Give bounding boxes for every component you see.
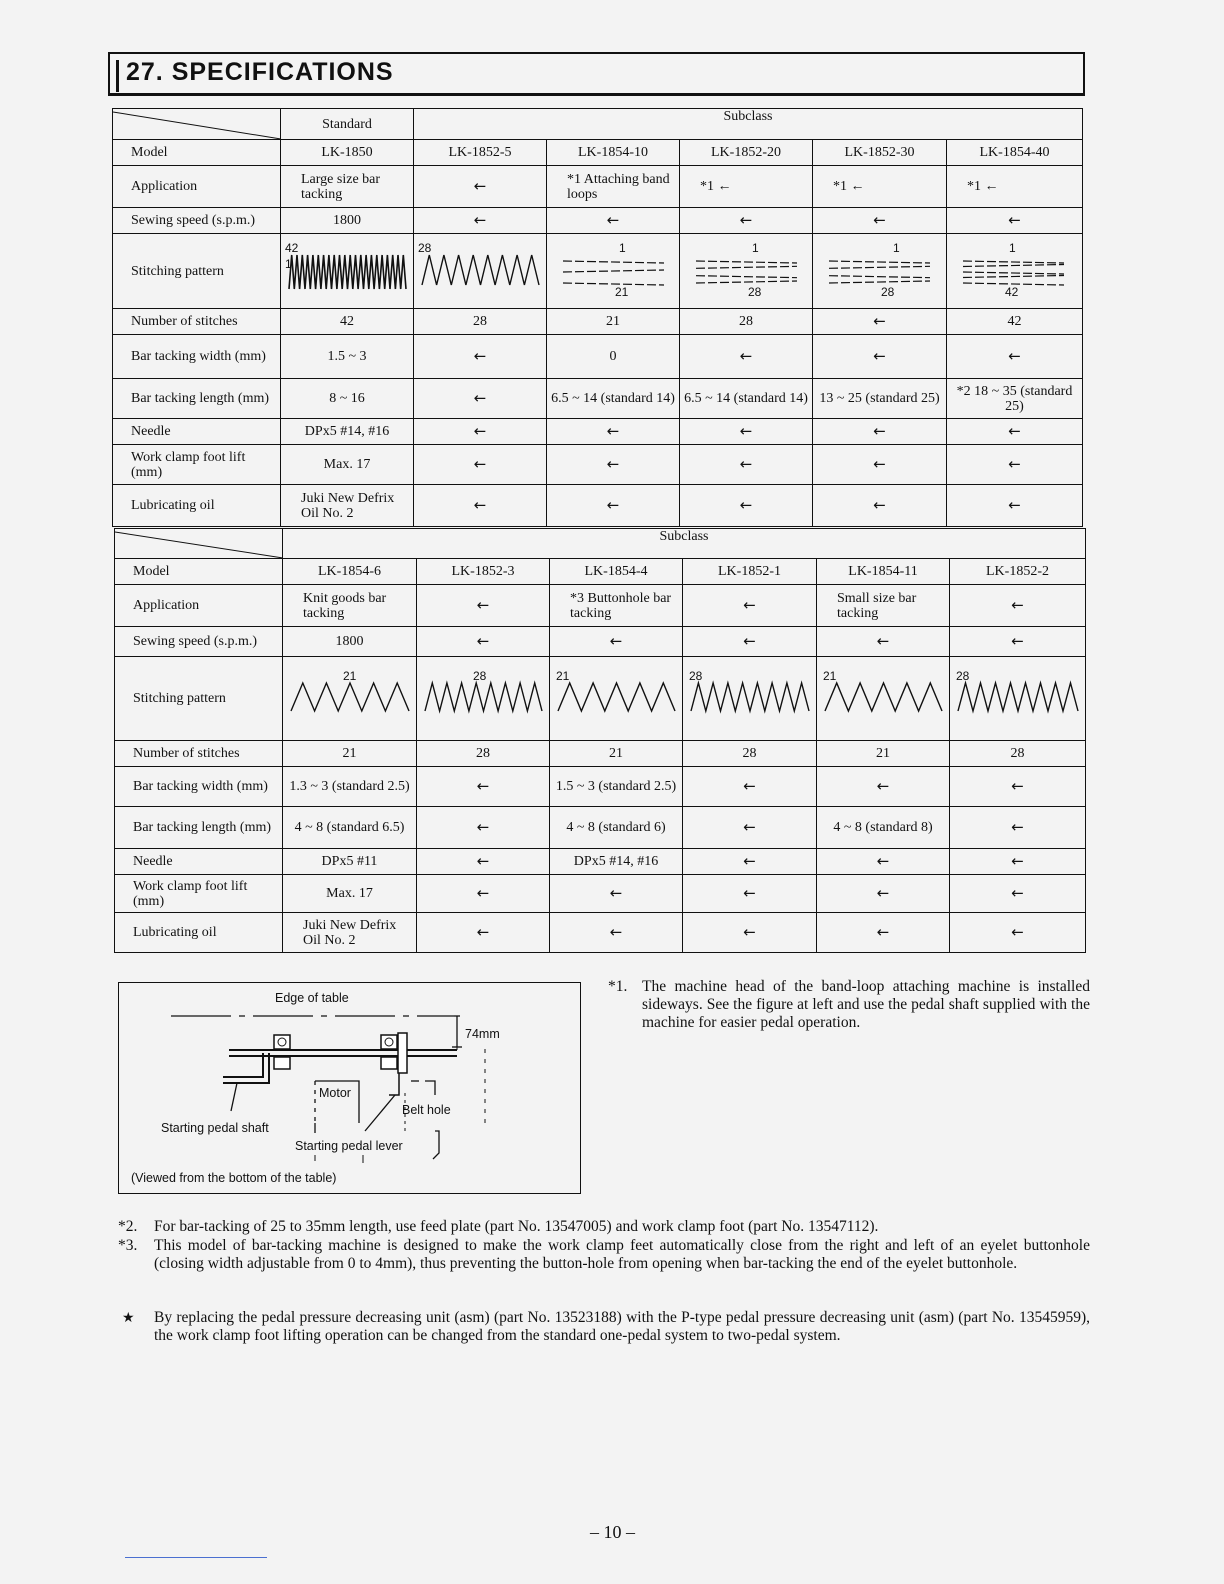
zigzag-pattern-icon <box>685 669 815 729</box>
motor-label: Motor <box>319 1086 351 1100</box>
ditto-arrow: ← <box>417 807 550 849</box>
length-cell: *2 18 ~ 35 (standard 25) <box>947 379 1083 419</box>
ditto-arrow: ← <box>817 913 950 953</box>
row-label: Sewing speed (s.p.m.) <box>115 627 283 657</box>
speed-cell: 1800 <box>283 627 417 657</box>
subclass-header: Subclass <box>283 529 1086 559</box>
standard-header: Standard <box>281 109 414 140</box>
ditto-arrow: ← <box>547 485 680 527</box>
ditto-arrow: ← <box>417 913 550 953</box>
star-icon: ★ <box>122 1310 135 1326</box>
ditto-arrow: ← <box>683 875 817 913</box>
length-cell: 6.5 ~ 14 (standard 14) <box>680 379 813 419</box>
note-1 <box>608 978 1090 1032</box>
row-label: Bar tacking width (mm) <box>113 335 281 379</box>
stitches-cell: 28 <box>950 741 1086 767</box>
stitches-row <box>113 309 1083 335</box>
ditto-arrow: ← <box>683 807 817 849</box>
ditto-arrow: ← <box>414 445 547 485</box>
section-title: 27. SPECIFICATIONS <box>126 58 394 86</box>
application-cell: Knit goods bar tacking <box>283 585 417 627</box>
row-label: Number of stitches <box>115 741 283 767</box>
length-cell: 13 ~ 25 (standard 25) <box>813 379 947 419</box>
needle-cell: DPx5 #14, #16 <box>550 849 683 875</box>
belt-hole-label: Belt hole <box>402 1103 451 1117</box>
note-text: The machine head of the band-loop attaching machine is installed sideways. See the figure at left and use the pedal shaft supplied with the machine for easier pedal operation. <box>642 978 1090 1031</box>
row-label: Needle <box>115 849 283 875</box>
ditto-arrow: ← <box>950 849 1086 875</box>
application-cell: Large size bar tacking <box>281 166 414 208</box>
ditto-arrow: ← <box>813 419 947 445</box>
width-cell: 1.5 ~ 3 (standard 2.5) <box>550 767 683 807</box>
model-cell: LK-1852-30 <box>813 140 947 166</box>
row-label: Application <box>115 585 283 627</box>
ditto-arrow: ← <box>547 419 680 445</box>
pattern-count: 21 <box>823 668 837 683</box>
width-cell: 0 <box>547 335 680 379</box>
ditto-arrow: ← <box>817 875 950 913</box>
stitches-cell: 42 <box>281 309 414 335</box>
header-diagonal-cell <box>115 529 283 559</box>
ditto-arrow: ← <box>950 875 1086 913</box>
row-label: Number of stitches <box>113 309 281 335</box>
ditto-arrow: ← <box>813 309 947 335</box>
stitches-cell: 42 <box>947 309 1083 335</box>
row-label: Bar tacking length (mm) <box>115 807 283 849</box>
pattern-cell <box>281 234 414 309</box>
model-row <box>115 559 1086 585</box>
ditto-arrow: ← <box>680 445 813 485</box>
model-cell: LK-1850 <box>281 140 414 166</box>
ditto-arrow: ← <box>417 767 550 807</box>
pattern-cell <box>414 234 547 309</box>
row-label: Work clamp foot lift (mm) <box>115 875 283 913</box>
needle-row <box>113 419 1083 445</box>
pattern-cell <box>547 234 680 309</box>
zigzag-pattern-icon <box>819 669 948 729</box>
row-label: Sewing speed (s.p.m.) <box>113 208 281 234</box>
row-label: Model <box>113 140 281 166</box>
pattern-count: 28 <box>748 285 762 299</box>
pattern-count: 42 <box>1005 285 1019 299</box>
application-cell: Small size bar tacking <box>817 585 950 627</box>
ditto-arrow: ← <box>817 849 950 875</box>
model-cell: LK-1854-10 <box>547 140 680 166</box>
figure-caption: (Viewed from the bottom of the table) <box>131 1171 337 1185</box>
application-cell: *1 Attaching band loops <box>547 166 680 208</box>
pattern-cell <box>283 657 417 741</box>
application-cell: *1 ← <box>947 166 1083 208</box>
pedal-shaft-figure <box>118 982 581 1194</box>
ditto-arrow: ← <box>417 627 550 657</box>
note-text: This model of bar-tacking machine is designed to make the work clamp feet automatically close from the right and left of an eyelet buttonhole (closing width adjustable from 0 to 4mm), thus preventing the button-hole from opening when bar-tacking the end of the eyelet buttonhole. <box>154 1237 1090 1272</box>
ditto-arrow: ← <box>417 875 550 913</box>
pattern-count: 28 <box>881 285 895 299</box>
ditto-arrow: ← <box>550 875 683 913</box>
spec-table-2 <box>114 528 1086 953</box>
stitches-cell: 21 <box>817 741 950 767</box>
ditto-arrow: ← <box>414 335 547 379</box>
lift-row <box>115 875 1086 913</box>
row-label: Stitching pattern <box>115 657 283 741</box>
note-marker: *2. <box>118 1218 138 1235</box>
ditto-arrow: ← <box>813 485 947 527</box>
application-cell: *1 ← <box>680 166 813 208</box>
ditto-arrow: ← <box>947 419 1083 445</box>
ditto-arrow: ← <box>414 485 547 527</box>
ditto-arrow: ← <box>550 913 683 953</box>
pattern-count: 21 <box>556 668 570 683</box>
ditto-arrow: ← <box>950 767 1086 807</box>
stitches-cell: 21 <box>550 741 683 767</box>
model-cell: LK-1854-40 <box>947 140 1083 166</box>
ditto-arrow: ← <box>683 849 817 875</box>
pattern-cell <box>813 234 947 309</box>
pattern-cell <box>950 657 1086 741</box>
width-cell: 1.5 ~ 3 <box>281 335 414 379</box>
note-text: By replacing the pedal pressure decreasing unit (asm) (part No. 13523188) with the P-type pedal pressure decreasing unit (asm) (part No. 13545959), the work clamp foot lifting operation can be changed from the standard one-pedal system to two-pedal system. <box>154 1309 1090 1344</box>
note-star <box>118 1309 1090 1345</box>
oil-cell: Juki New Defrix Oil No. 2 <box>281 485 414 527</box>
edge-of-table-label: Edge of table <box>275 991 349 1005</box>
length-cell: 4 ~ 8 (standard 8) <box>817 807 950 849</box>
section-title-box <box>108 52 1085 96</box>
ditto-arrow: ← <box>414 419 547 445</box>
speed-row <box>115 627 1086 657</box>
pattern-count: 21 <box>615 285 629 299</box>
length-row <box>115 807 1086 849</box>
pattern-row <box>113 234 1083 309</box>
ditto-arrow: ← <box>414 166 547 208</box>
stitches-cell: 21 <box>283 741 417 767</box>
note-text: For bar-tacking of 25 to 35mm length, use feed plate (part No. 13547005) and work clamp foot (part No. 13547112). <box>154 1218 879 1235</box>
ditto-arrow: ← <box>680 485 813 527</box>
pedal-lever-label: Starting pedal lever <box>295 1139 403 1153</box>
pattern-cell <box>683 657 817 741</box>
length-cell: 8 ~ 16 <box>281 379 414 419</box>
ditto-arrow: ← <box>947 335 1083 379</box>
pattern-cell <box>680 234 813 309</box>
speed-cell: 1800 <box>281 208 414 234</box>
ditto-arrow: ← <box>550 627 683 657</box>
zigzag-pattern-icon <box>283 241 412 301</box>
pedal-shaft-label: Starting pedal shaft <box>161 1121 269 1135</box>
width-row <box>113 335 1083 379</box>
model-cell: LK-1854-4 <box>550 559 683 585</box>
row-label: Lubricating oil <box>113 485 281 527</box>
ditto-arrow: ← <box>417 849 550 875</box>
ditto-arrow: ← <box>680 208 813 234</box>
needle-row <box>115 849 1086 875</box>
ditto-arrow: ← <box>683 913 817 953</box>
pattern-count: 28 <box>689 668 703 683</box>
stitches-cell: 28 <box>683 741 817 767</box>
application-cell: *3 Buttonhole bar tacking <box>550 585 683 627</box>
dimension-label: 74mm <box>465 1027 500 1041</box>
model-cell: LK-1854-11 <box>817 559 950 585</box>
ditto-arrow: ← <box>950 627 1086 657</box>
ditto-arrow: ← <box>947 208 1083 234</box>
pattern-start: 1 <box>619 241 626 255</box>
needle-cell: DPx5 #14, #16 <box>281 419 414 445</box>
straight-pattern-icon <box>682 241 811 301</box>
row-label: Work clamp foot lift (mm) <box>113 445 281 485</box>
ditto-arrow: ← <box>817 767 950 807</box>
lift-cell: Max. 17 <box>281 445 414 485</box>
length-row <box>113 379 1083 419</box>
model-row <box>113 140 1083 166</box>
note-marker: *3. <box>118 1237 138 1254</box>
ditto-arrow: ← <box>547 208 680 234</box>
footer-line <box>125 1557 267 1558</box>
ditto-arrow: ← <box>683 767 817 807</box>
stitches-cell: 28 <box>414 309 547 335</box>
zigzag-pattern-icon <box>416 241 545 301</box>
zigzag-pattern-icon <box>952 669 1084 729</box>
ditto-arrow: ← <box>683 627 817 657</box>
lift-row <box>113 445 1083 485</box>
ditto-arrow: ← <box>680 419 813 445</box>
length-cell: 6.5 ~ 14 (standard 14) <box>547 379 680 419</box>
ditto-arrow: ← <box>950 807 1086 849</box>
row-label: Stitching pattern <box>113 234 281 309</box>
length-cell: 4 ~ 8 (standard 6) <box>550 807 683 849</box>
oil-row <box>115 913 1086 953</box>
application-row <box>115 585 1086 627</box>
note-marker: *1. <box>608 978 628 995</box>
row-label: Bar tacking length (mm) <box>113 379 281 419</box>
ditto-arrow: ← <box>947 485 1083 527</box>
pattern-count: 28 <box>956 668 970 683</box>
pattern-start: 1 <box>1009 241 1016 255</box>
pattern-row <box>115 657 1086 741</box>
stitches-cell: 28 <box>680 309 813 335</box>
ditto-arrow: ← <box>950 913 1086 953</box>
stitches-row <box>115 741 1086 767</box>
subclass-header: Subclass <box>414 109 1083 140</box>
page-number: – 10 – <box>590 1522 635 1542</box>
header-diagonal-cell <box>113 109 281 140</box>
stitches-cell: 21 <box>547 309 680 335</box>
pattern-cell <box>947 234 1083 309</box>
model-cell: LK-1852-1 <box>683 559 817 585</box>
application-cell: *1 ← <box>813 166 947 208</box>
ditto-arrow: ← <box>414 379 547 419</box>
model-cell: LK-1852-3 <box>417 559 550 585</box>
pattern-start: 1 <box>893 241 900 255</box>
note-2 <box>118 1218 1090 1236</box>
row-label: Application <box>113 166 281 208</box>
ditto-arrow: ← <box>947 445 1083 485</box>
zigzag-pattern-icon <box>552 669 681 729</box>
width-row <box>115 767 1086 807</box>
ditto-arrow: ← <box>813 335 947 379</box>
lift-cell: Max. 17 <box>283 875 417 913</box>
ditto-arrow: ← <box>414 208 547 234</box>
row-label: Model <box>115 559 283 585</box>
width-cell: 1.3 ~ 3 (standard 2.5) <box>283 767 417 807</box>
straight-pattern-icon <box>815 241 944 301</box>
ditto-arrow: ← <box>950 585 1086 627</box>
ditto-arrow: ← <box>417 585 550 627</box>
pattern-cell <box>550 657 683 741</box>
note-3 <box>118 1237 1090 1273</box>
speed-row <box>113 208 1083 234</box>
ditto-arrow: ← <box>680 335 813 379</box>
pattern-count: 28 <box>418 241 432 255</box>
ditto-arrow: ← <box>547 445 680 485</box>
oil-row <box>113 485 1083 527</box>
pattern-cell <box>817 657 950 741</box>
needle-cell: DPx5 #11 <box>283 849 417 875</box>
pattern-cell <box>417 657 550 741</box>
length-cell: 4 ~ 8 (standard 6.5) <box>283 807 417 849</box>
pattern-start: 1 <box>285 257 292 271</box>
row-label: Lubricating oil <box>115 913 283 953</box>
ditto-arrow: ← <box>813 445 947 485</box>
row-label: Needle <box>113 419 281 445</box>
pattern-count: 21 <box>343 668 357 683</box>
spec-table-1 <box>112 108 1083 527</box>
pattern-start: 1 <box>752 241 759 255</box>
model-cell: LK-1852-2 <box>950 559 1086 585</box>
ditto-arrow: ← <box>683 585 817 627</box>
model-cell: LK-1852-5 <box>414 140 547 166</box>
ditto-arrow: ← <box>813 208 947 234</box>
model-cell: LK-1852-20 <box>680 140 813 166</box>
pattern-count: 28 <box>473 668 487 683</box>
stitches-cell: 28 <box>417 741 550 767</box>
title-accent-bar <box>116 60 119 92</box>
straight-pattern-icon <box>549 241 678 301</box>
oil-cell: Juki New Defrix Oil No. 2 <box>283 913 417 953</box>
pattern-count: 42 <box>285 241 299 255</box>
model-cell: LK-1854-6 <box>283 559 417 585</box>
row-label: Bar tacking width (mm) <box>115 767 283 807</box>
application-row <box>113 166 1083 208</box>
ditto-arrow: ← <box>817 627 950 657</box>
